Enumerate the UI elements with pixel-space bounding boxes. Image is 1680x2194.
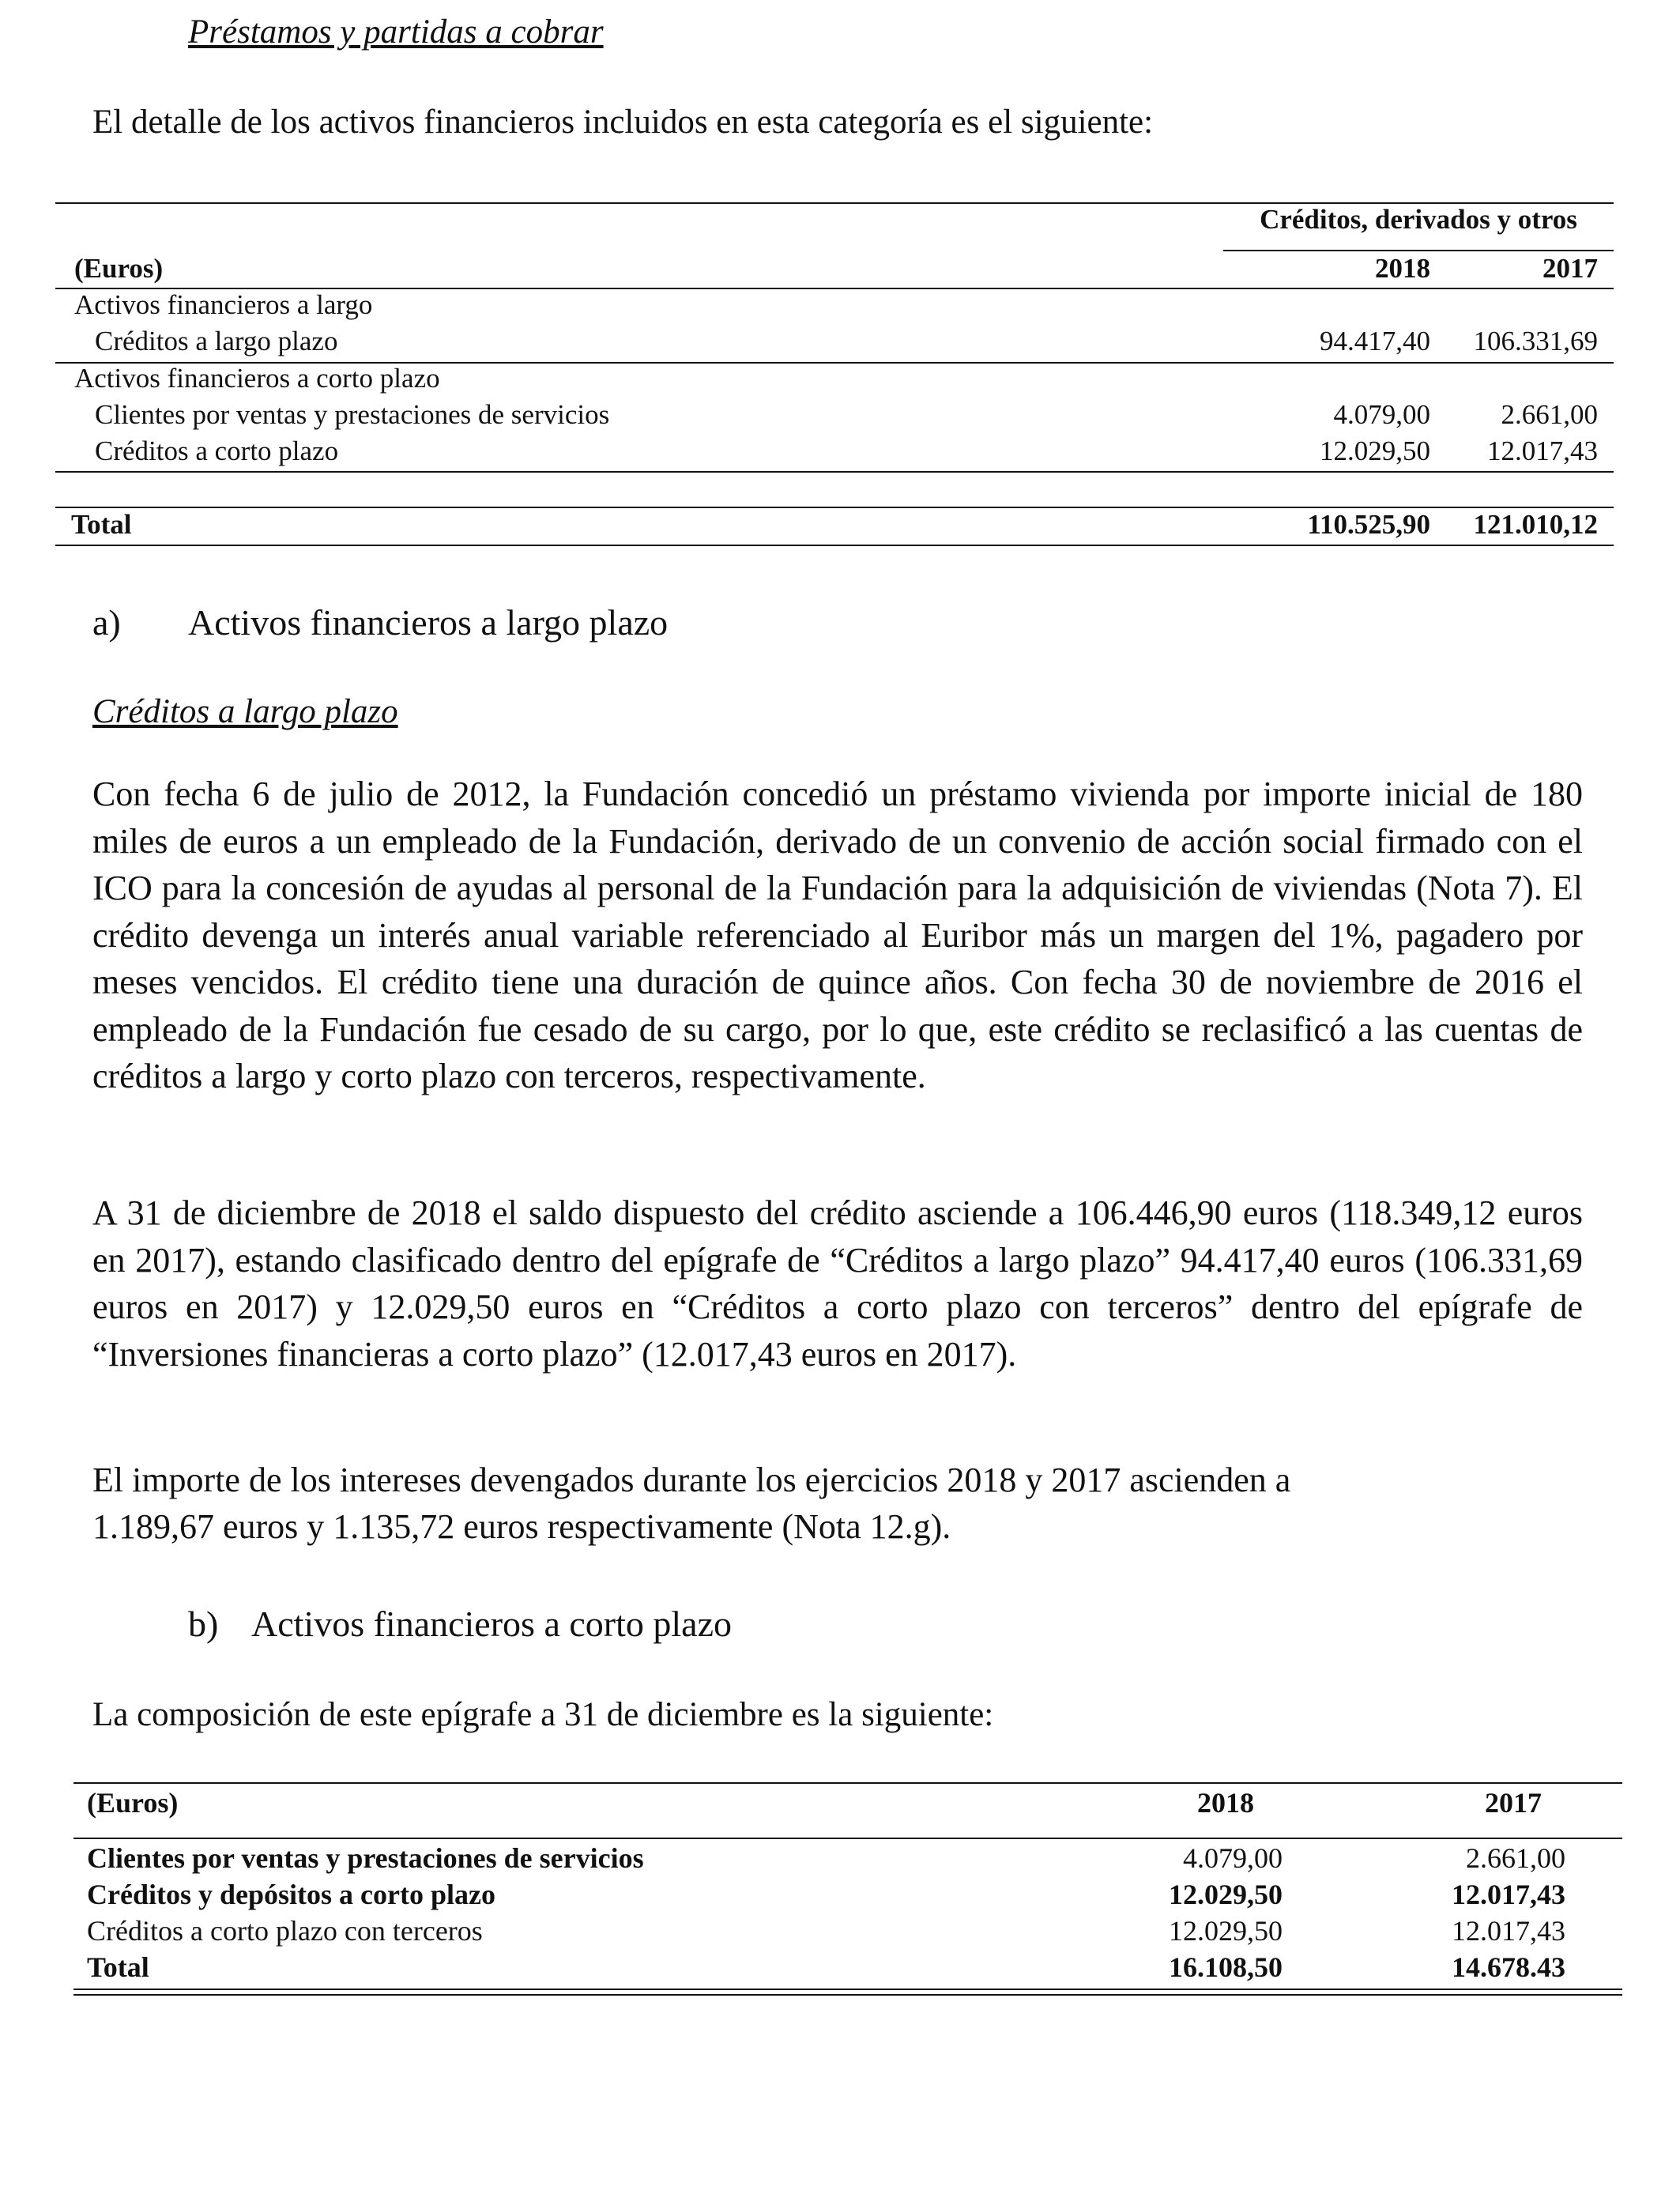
table2-header-row [73, 1786, 1622, 1823]
section-a-marker: a) [92, 602, 121, 643]
table-cell-2017: 12.017,43 [1452, 1879, 1565, 1910]
table-row [55, 399, 1614, 435]
table-cell-2018: 12.029,50 [1320, 435, 1430, 466]
table-row-label: Créditos a corto plazo con terceros [87, 1915, 483, 1947]
table-cell-2017: 2.661,00 [1466, 1842, 1565, 1874]
section-b-marker: b) [188, 1604, 219, 1644]
table-row [73, 1914, 1622, 1951]
table1-bottom-rule [55, 545, 1614, 546]
table-row-label: Total [87, 1951, 149, 1983]
table-row-label: Clientes por ventas y prestaciones de servicios [87, 1842, 644, 1874]
table2-total-row [73, 1951, 1622, 1987]
intro-text-1: El detalle de los activos financieros incluidos en esta categoría es el siguiente: [92, 104, 1154, 141]
table2-col-2018: 2018 [1197, 1787, 1254, 1819]
table1-col-2017: 2017 [1543, 253, 1598, 284]
table-row-label: Activos financieros a largo [74, 289, 373, 320]
table-cell-2018: 110.525,90 [1307, 509, 1430, 540]
table-row [73, 1878, 1622, 1914]
paragraph-loan-description: Con fecha 6 de julio de 2012, la Fundación concedió un préstamo vivienda por importe inicial de 180 miles de euros a un empleado de la Fundación, derivado de un convenio de acción social firmado con el ICO para la concesión de ayudas al personal de la Fundación para la adquisición de viviendas (Nota 7). El crédito devenga un interés anual variable referenciado al Euribor más un margen del 1%, pagadero por meses vencidos. El crédito tiene una duración de quince años. Con fecha 30 de noviembre de 2016 el empleado de la Fundación fue cesado de su cargo, por lo que, este crédito se reclasificó a las cuentas de créditos a largo y corto plazo con terceros, respectivamente. [92, 775, 1583, 1095]
table1-unit: (Euros) [74, 253, 164, 284]
table-cell-2017: 14.678.43 [1452, 1951, 1565, 1983]
table1-section-long [55, 289, 1614, 326]
table-row-label: Créditos a corto plazo [95, 435, 339, 466]
heading-prestamos: Préstamos y partidas a cobrar [188, 13, 604, 51]
table1-header-row [55, 253, 1614, 289]
table-row-label: Créditos y depósitos a corto plazo [87, 1879, 495, 1910]
table-row-label: Clientes por ventas y prestaciones de servicios [95, 399, 610, 430]
table2-bottom-rule-1 [73, 1989, 1622, 1990]
table-row-label: Total [71, 509, 132, 540]
table-row-label: Activos financieros a corto plazo [74, 363, 440, 394]
table1-group-rule [1223, 250, 1614, 251]
table2-top-rule [73, 1782, 1622, 1784]
table-cell-2017: 12.017,43 [1487, 435, 1598, 466]
table1-total-row [55, 509, 1614, 545]
section-a-title: Activos financieros a largo plazo [188, 602, 669, 643]
paragraph-interest-line1: El importe de los intereses devengados durante los ejercicios 2018 y 2017 ascienden a [92, 1461, 1291, 1499]
table1-col-2018: 2018 [1375, 253, 1430, 284]
table2-col-2017: 2017 [1485, 1787, 1542, 1819]
paragraph-interest-line2: 1.189,67 euros y 1.135,72 euros respectivamente (Nota 12.g). [92, 1507, 951, 1546]
table-cell-2017: 106.331,69 [1473, 326, 1598, 356]
heading-creditos-largo: Créditos a largo plazo [92, 693, 398, 730]
table2-bottom-rule-2 [73, 1994, 1622, 1996]
table-row [55, 326, 1614, 362]
table-row-label: Créditos a largo plazo [95, 326, 338, 356]
table2-header-rule [73, 1838, 1622, 1839]
table1-section-short [55, 363, 1614, 399]
table-cell-2018: 12.029,50 [1169, 1879, 1283, 1910]
table2-unit: (Euros) [87, 1787, 179, 1819]
table-cell-2018: 12.029,50 [1169, 1915, 1283, 1947]
intro-text-2: La composición de este epígrafe a 31 de diciembre es la siguiente: [92, 1696, 994, 1733]
table-cell-2017: 121.010,12 [1473, 509, 1598, 540]
table-cell-2018: 94.417,40 [1320, 326, 1430, 356]
table-cell-2018: 16.108,50 [1169, 1951, 1283, 1983]
table-row [73, 1842, 1622, 1878]
section-b-title: Activos financieros a corto plazo [251, 1604, 732, 1644]
table-cell-2017: 2.661,00 [1501, 399, 1598, 430]
table1-group-header: Créditos, derivados y otros [1260, 204, 1577, 235]
paragraph-balance: A 31 de diciembre de 2018 el saldo dispuesto del crédito asciende a 106.446,90 euros (118.349,12 euros en 2017), estando clasificado dentro del epígrafe de “Créditos a largo plazo” 94.417,40 euros (106.331,69 euros en 2017) y 12.029,50 euros en “Créditos a corto plazo con terceros” dentro del epígrafe de “Inversiones financieras a corto plazo” (12.017,43 euros en 2017). [92, 1193, 1583, 1374]
table1-total-top-rule [55, 507, 1614, 508]
table-cell-2018: 4.079,00 [1183, 1842, 1283, 1874]
table-cell-2018: 4.079,00 [1333, 399, 1430, 430]
table-cell-2017: 12.017,43 [1452, 1915, 1565, 1947]
table-row [55, 435, 1614, 472]
table1-subtotal-rule [55, 471, 1614, 473]
